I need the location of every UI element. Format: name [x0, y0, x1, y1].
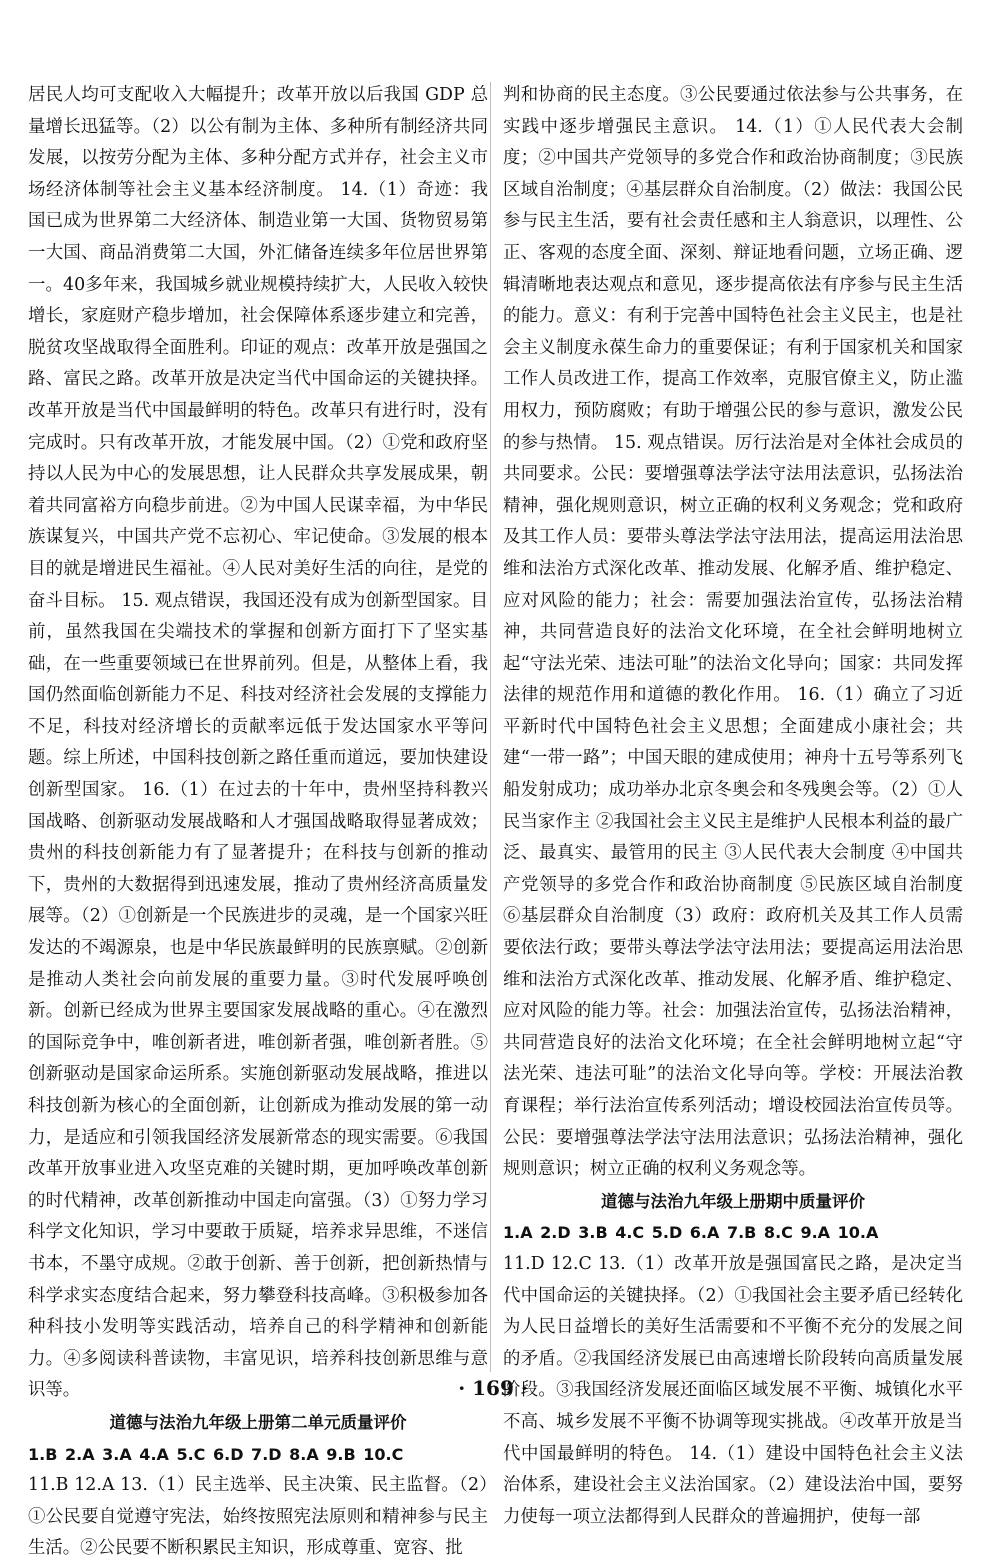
left-answer-text-2: 11.B 12.A 13.（1）民主选举、民主决策、民主监督。（2）①公民要自觉遵守宪法，始终按照宪法原则和精神参与民主生活。②公民要不断积累民主知识，形成尊重、宽容、批	[28, 1475, 488, 1559]
left-answer-text-1: 居民人均可支配收入大幅提升；改革开放以后我国 GDP 总量增长迅猛等。（2）以公有制为主体、多种所有制经济共同发展，以按劳分配为主体、多种分配方式并存，社会主义市场经济体制等社会主义基本经济制度。 14.（1）奇迹：我国已成为世界第二大经济体、制造业第一大国、货物贸易第一大国、商品消费第二大国，外汇储备连续多年位居世界第一。40多年来，我国城乡就业规模持续扩大，人民收入较快增长，家庭财产稳步增加，社会保障体系逐步建立和完善，脱贫攻坚战取得全面胜利。印证的观点：改革开放是强国之路、富民之路。改革开放是决定当代中国命运的关键抉择。改革开放是当代中国最鲜明的特色。改革只有进行时，没有完成时。只有改革开放，才能发展中国。（2）①党和政府坚持以人民为中心的发展思想，让人民群众共享发展成果，朝着共同富裕方向稳步前进。②为中国人民谋幸福，为中华民族谋复兴，中国共产党不忘初心、牢记使命。③发展的根本目的就是增进民生福祉。④人民对美好生活的向往，是党的奋斗目标。 15. 观点错误，我国还没有成为创新型国家。目前，虽然我国在尖端技术的掌握和创新方面打下了坚实基础，在一些重要领域已在世界前列。但是，从整体上看，我国仍然面临创新能力不足、科技对经济社会发展的支撑能力不足，科技对经济增长的贡献率远低于发达国家水平等问题。综上所述，中国科技创新之路任重而道远，要加快建设创新型国家。 16.（1）在过去的十年中，贵州坚持科教兴国战略、创新驱动发展战略和人才强国战略取得显著成效；贵州的科技创新能力有了显著提升；在科技与创新的推动下，贵州的大数据得到迅速发展，推动了贵州经济高质量发展等。（2）①创新是一个民族进步的灵魂，是一个国家兴旺发达的不竭源泉，也是中华民族最鲜明的民族禀赋。②创新是推动人类社会向前发展的重要力量。③时代发展呼唤创新。创新已经成为世界主要国家发展战略的重心。④在激烈的国际竞争中，唯创新者进，唯创新者强，唯创新者胜。⑤创新驱动是国家命运所系。实施创新驱动发展战略，推进以科技创新为核心的全面创新，让创新成为推动发展的第一动力，是适应和引领我国经济发展新常态的现实需要。⑥我国改革开放事业进入攻坚克难的关键时期，更加呼唤改革创新的时代精神，改革创新推动中国走向富强。（3）①努力学习科学文化知识，学习中要敢于质疑，培养求异思维，不迷信书本，不墨守成规。②敢于创新、善于创新，把创新热情与科学求实态度结合起来，努力攀登科技高峰。③积极参加各种科技小发明等实践活动，培养自己的科学精神和创新能力。④多阅读科普读物，丰富见识，培养科技创新思维与意识等。	[28, 85, 488, 1401]
column-divider	[490, 82, 491, 1372]
page-number: · 169 ·	[458, 1376, 528, 1400]
choice-answers-midterm: 1.A 2.D 3.B 4.C 5.D 6.A 7.B 8.C 9.A 10.A	[503, 1223, 879, 1243]
left-column	[28, 80, 488, 1565]
choice-answers-unit2: 1.B 2.A 3.A 4.A 5.C 6.D 7.D 8.A 9.B 10.C	[28, 1444, 404, 1464]
section-heading-unit2-assessment: 道德与法治九年级上册第二单元质量评价	[109, 1412, 407, 1432]
right-answer-text-1: 判和协商的民主态度。③公民要通过依法参与公共事务，在实践中逐步增强民主意识。 14.（1）①人民代表大会制度；②中国共产党领导的多党合作和政治协商制度；③民族区域自治制度；④基层群众自治制度。（2）做法：我国公民参与民主生活，要有社会责任感和主人翁意识，以理性、公正、客观的态度全面、深刻、辩证地看问题，立场正确、逻辑清晰地表达观点和意见，逐步提高依法有序参与民主生活的能力。意义：有利于完善中国特色社会主义民主，也是社会主义制度永葆生命力的重要保证；有利于国家机关和国家工作人员改进工作，提高工作效率，克服官僚主义，防止滥用权力，预防腐败；有助于增强公民的参与意识，激发公民的参与热情。 15. 观点错误。厉行法治是对全体社会成员的共同要求。公民：要增强尊法学法守法用法意识，弘扬法治精神，强化规则意识，树立正确的权利义务观念；党和政府及其工作人员：要带头尊法学法守法用法，提高运用法治思维和法治方式深化改革、推动发展、化解矛盾、维护稳定、应对风险的能力；社会：需要加强法治宣传，弘扬法治精神，共同营造良好的法治文化环境，在全社会鲜明地树立起“守法光荣、违法可耻”的法治文化导向；国家：共同发挥法律的规范作用和道德的教化作用。 16.（1）确立了习近平新时代中国特色社会主义思想；全面建成小康社会；共建“一带一路”；中国天眼的建成使用；神舟十五号等系列飞船发射成功；成功举办北京冬奥会和冬残奥会等。（2）①人民当家作主 ②我国社会主义民主是维护人民根本利益的最广泛、最真实、最管用的民主 ③人民代表大会制度 ④中国共产党领导的多党合作和政治协商制度 ⑤民族区域自治制度 ⑥基层群众自治制度（3）政府：政府机关及其工作人员需要依法行政；要带头尊法学法守法用法；要提高运用法治思维和法治方式深化改革、推动发展、化解矛盾、维护稳定、应对风险的能力等。社会：加强法治宣传，弘扬法治精神，共同营造良好的法治文化环境；在全社会鲜明地树立起“守法光荣、违法可耻”的法治文化导向等。学校：开展法治教育课程；举行法治宣传系列活动；增设校园法治宣传员等。公民：要增强尊法学法守法用法意识；弘扬法治精神，强化规则意识；树立正确的权利义务观念等。	[503, 85, 963, 1180]
right-answer-text-2: 11.D 12.C 13.（1）改革开放是强国富民之路，是决定当代中国命运的关键抉择。（2）①我国社会主要矛盾已经转化为人民日益增长的美好生活需要和不平衡不充分的发展之间的矛盾。②我国经济发展已由高速增长阶段转向高质量发展阶段。③我国经济发展还面临区域发展不平衡、城镇化水平不高、城乡发展不平衡不协调等现实挑战。④改革开放是当代中国最鲜明的特色。 14.（1）建设中国特色社会主义法治体系，建设社会主义法治国家。（2）建设法治中国，要努力使每一项立法都得到人民群众的普遍拥护，使每一部	[503, 1253, 963, 1527]
section-heading-midterm-assessment: 道德与法治九年级上册期中质量评价	[601, 1191, 865, 1211]
right-column	[503, 80, 963, 1533]
